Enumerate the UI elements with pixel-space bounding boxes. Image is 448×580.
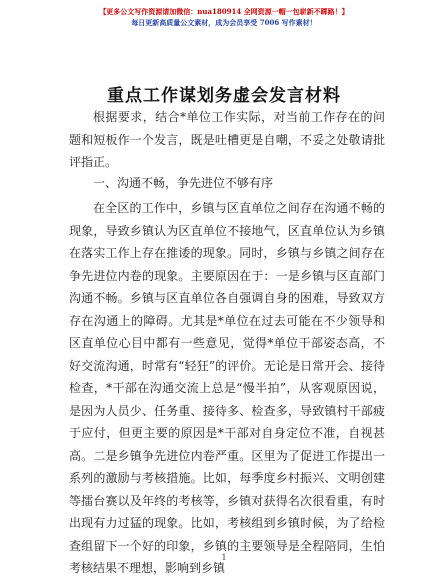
banner-member-line: 每日更新高质量公文素材，成为会员享受 7006 写作素材！	[131, 18, 317, 27]
banner-promo-line: 【更多公文写作资源请加微信：nua180914 全网资源一帽一包崭新不踯路！】	[99, 7, 349, 16]
header-banner	[0, 6, 448, 28]
document-title: 重点工作谋划务虚会发言材料	[107, 86, 341, 106]
page-number: 1	[221, 553, 227, 562]
intro-text: 根据要求，结合*单位工作实际，对当前工作存在的问题和短板作一个发言，既是吐槽更是自嘲，不妥之处敬请批评指正。	[69, 110, 385, 169]
section-heading: 一、沟通不畅，争先进位不够有序	[93, 176, 274, 190]
section-body	[69, 197, 385, 580]
intro-paragraph	[69, 106, 385, 174]
section-body-text: 在全区的工作中，乡镇与区直单位之间存在沟通不畅的现象，导致乡镇认为区直单位不接地气，区直单位认为乡镇在落实工作上存在推诿的现象。同时，乡镇与乡镇之间存在争先进位内卷的现象。主要原因在于：一是乡镇与区直部门沟通不畅。乡镇与区直单位各自强调自身的困难，导致双方存在沟通上的障碍。尤其是*单位在过去可能在不少领导和区直单位心目中都有一些意见，觉得*单位干部姿态高，不好交流沟通，时常有“轻狂”的评价。无论是日常开会、接待检查，*干部在沟通交流上总是“慢半拍”，从客观原因说，是因为人员少、任务重、接待多、检查多，导致镇村干部疲于应付，但更主要的原因是*干部对自身定位不准，自视甚高。二是乡镇争先进位内卷严重。区里为了促进工作提出一系列的激励与考核措施。比如，每季度乡村振兴、文明创建等擂台赛以及年终的考核等，乡镇对获得名次很看重，有时出现有力过猛的现象。比如，考核组到乡镇时候，为了给检查组留下一个好的印象，乡镇的主要领导是全程陪同，生怕考核结果不理想，影响到乡镇	[69, 201, 385, 575]
